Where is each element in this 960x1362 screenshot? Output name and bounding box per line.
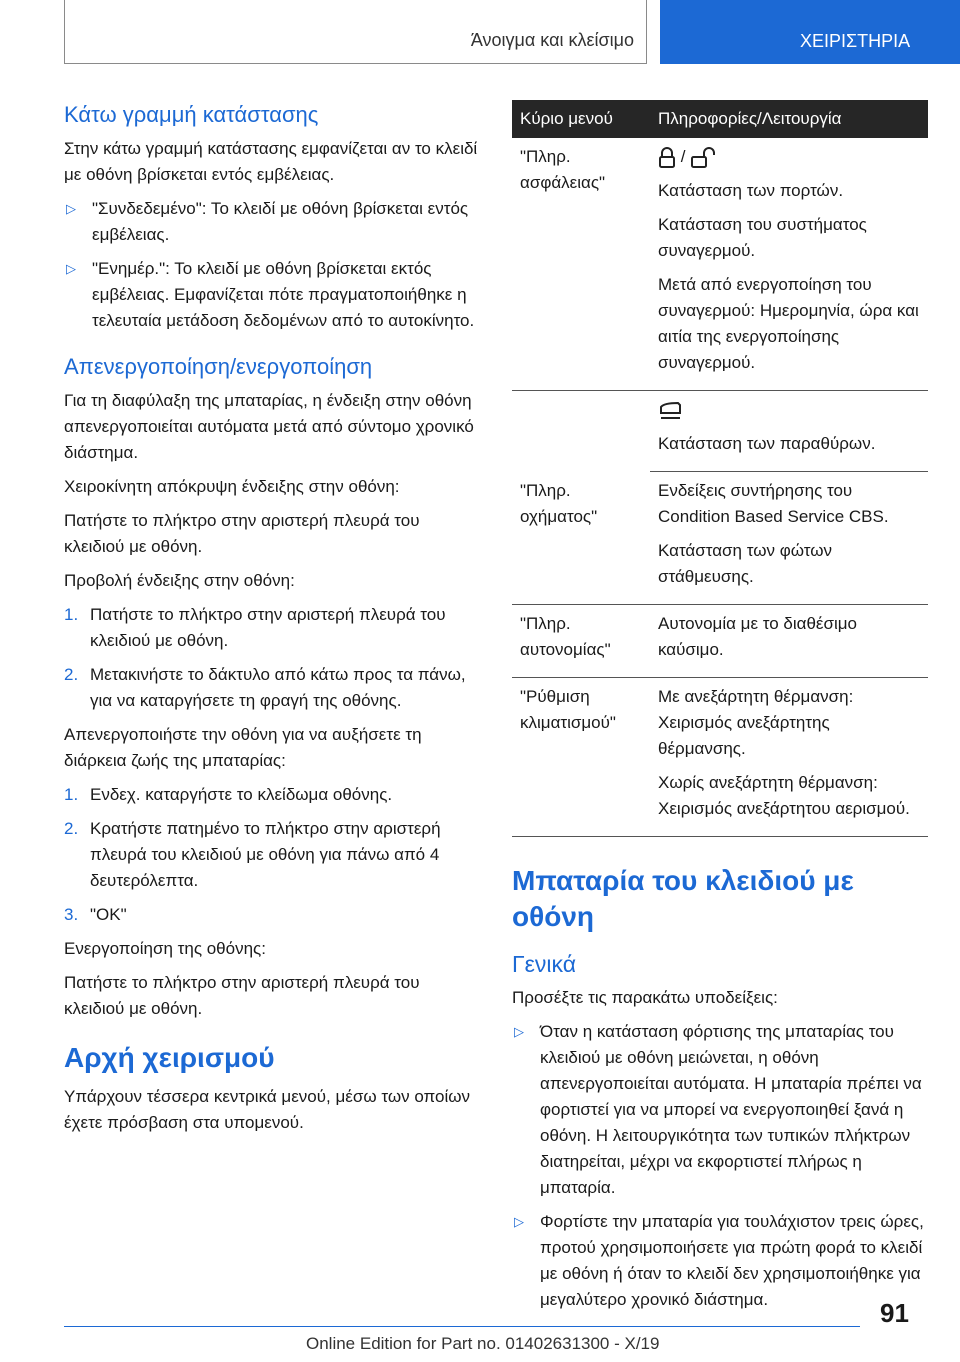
footer-divider	[64, 1326, 860, 1327]
triangle-bullet-icon: ▷	[514, 1024, 524, 1039]
operation-heading: Αρχή χειρισμού	[64, 1042, 275, 1073]
paragraph: Ενεργοποίηση της οθόνης:	[64, 939, 266, 958]
info-line: Αυτονομία με το διαθέσιμο καύσιμο.	[658, 614, 858, 659]
lock-icon	[658, 147, 676, 169]
paragraph: Πατήστε το πλήκτρο στην αριστερή πλευρά του κλειδιού με οθόνη.	[64, 973, 420, 1018]
table-cell-menu: "Ρύθμιση κλιματισμού"	[512, 678, 650, 837]
list-item-text: "Συνδεδεμένο": Το κλειδί με οθόνη βρίσκεται εντός εμβέλειας.	[92, 199, 469, 244]
step	[64, 782, 484, 808]
table-cell-info	[650, 605, 928, 678]
step-number: 2.	[64, 819, 79, 838]
info-line: Μετά από ενεργοποίηση του συναγερμού: Ημερομηνία, ώρα και αιτία της ενεργοποίησης συναγερμού.	[658, 275, 919, 372]
table-cell-menu	[512, 391, 650, 472]
section-title: Άνοιγμα και κλείσιμο	[470, 30, 634, 50]
table-cell-menu: "Πληρ. ασφάλειας"	[512, 138, 650, 391]
battery-heading: Μπαταρία του κλειδιού με οθόνη	[512, 865, 854, 932]
step-number: 1.	[64, 605, 79, 624]
menu-table	[512, 100, 928, 837]
left-column	[64, 100, 484, 1144]
step-number: 3.	[64, 905, 79, 924]
step	[64, 602, 484, 654]
list-item	[64, 256, 484, 334]
step	[64, 902, 484, 928]
table-cell-info	[650, 391, 928, 472]
chapter-title: ΧΕΙΡΙΣΤΗΡΙΑ	[800, 31, 911, 51]
table-row	[512, 472, 928, 605]
step-text: Κρατήστε πατημένο το πλήκτρο στην αριστερή πλευρά του κλειδιού με οθόνη για πάνω από 4 δευτερόλεπτα.	[90, 819, 441, 890]
list-item	[512, 1209, 928, 1313]
step	[64, 662, 484, 714]
paragraph: Χειροκίνητη απόκρυψη ένδειξης στην οθόνη:	[64, 477, 400, 496]
table-row	[512, 138, 928, 391]
battery-subheading: Γενικά	[512, 951, 577, 977]
paragraph: Για τη διαφύλαξη της μπαταρίας, η ένδειξη στην οθόνη απενεργοποιείται αυτόματα μετά από σύντομο χρονικό διάστημα.	[64, 391, 474, 462]
step-number: 1.	[64, 785, 79, 804]
info-line: Κατάσταση των παραθύρων.	[658, 434, 876, 453]
footer-edition: Online Edition for Part no. 01402631300 - X/19	[306, 1334, 660, 1353]
table-cell-menu: "Πληρ. αυτονομίας"	[512, 605, 650, 678]
list-item-text: Όταν η κατάσταση φόρτισης της μπαταρίας του κλειδιού με οθόνη μειώνεται, η οθόνη απενεργοποιείται αυτόματα. Η μπαταρία πρέπει να φορτιστεί για να μπορεί να ενεργοποιηθεί ξανά η οθόνη. Η λειτουργικότητα των τυπικών πλήκτρων διατηρείται, μέχρι να εκφορτιστεί πλήρως η μπαταρία.	[540, 1022, 922, 1197]
icon-line	[658, 144, 920, 170]
step-number: 2.	[64, 665, 79, 684]
window-icon	[658, 401, 682, 421]
paragraph: Απενεργοποιήστε την οθόνη για να αυξήσετε τη διάρκεια ζωής της μπαταρίας:	[64, 725, 422, 770]
list-item	[512, 1019, 928, 1201]
status-bar-heading: Κάτω γραμμή κατάστασης	[64, 102, 319, 127]
step	[64, 816, 484, 894]
paragraph: Προσέξτε τις παρακάτω υποδείξεις:	[512, 988, 778, 1007]
table-header-menu: Κύριο μενού	[512, 100, 650, 138]
table-cell-info	[650, 472, 928, 605]
triangle-bullet-icon: ▷	[514, 1214, 524, 1229]
info-line: Κατάσταση του συστήματος συναγερμού.	[658, 215, 867, 260]
page-number: 91	[880, 1298, 909, 1328]
step-text: "OK"	[90, 905, 127, 924]
table-header-info: Πληροφορίες/Λειτουργία	[650, 100, 928, 138]
icon-line	[658, 397, 920, 423]
table-cell-info	[650, 678, 928, 837]
list-item	[64, 196, 484, 248]
table-row	[512, 605, 928, 678]
step-text: Ενδεχ. καταργήστε το κλείδωμα οθόνης.	[90, 785, 393, 804]
triangle-bullet-icon: ▷	[66, 201, 76, 216]
info-line: Χωρίς ανεξάρτητη θέρμανση: Χειρισμός ανεξάρτητου αερισμού.	[658, 773, 910, 818]
triangle-bullet-icon: ▷	[66, 261, 76, 276]
deactivation-heading: Απενεργοποίηση/ενεργοποίηση	[64, 354, 373, 379]
right-column	[512, 100, 928, 1321]
unlock-icon	[690, 147, 716, 169]
paragraph: Υπάρχουν τέσσερα κεντρικά μενού, μέσω των οποίων έχετε πρόσβαση στα υπομενού.	[64, 1087, 471, 1132]
icon-separator: /	[680, 147, 686, 166]
table-cell-info	[650, 138, 928, 391]
paragraph: Προβολή ένδειξης στην οθόνη:	[64, 571, 295, 590]
table-row	[512, 678, 928, 837]
info-line: Κατάσταση των φώτων στάθμευσης.	[658, 541, 833, 586]
info-line: Κατάσταση των πορτών.	[658, 181, 844, 200]
table-row	[512, 391, 928, 472]
paragraph: Πατήστε το πλήκτρο στην αριστερή πλευρά του κλειδιού με οθόνη.	[64, 511, 420, 556]
step-text: Πατήστε το πλήκτρο στην αριστερή πλευρά του κλειδιού με οθόνη.	[90, 605, 446, 650]
info-line: Ενδείξεις συντήρησης του Condition Based Service CBS.	[658, 481, 889, 526]
table-cell-menu: "Πληρ. οχήματος"	[512, 472, 650, 605]
running-header	[64, 0, 647, 64]
list-item-text: Φορτίστε την μπαταρία για τουλάχιστον τρεις ώρες, προτού χρησιμοποιήσετε για πρώτη φορά το κλειδί με οθόνη ή όταν το κλειδί δεν χρησιμοποιήθηκε για μεγαλύτερο χρονικό διάστημα.	[540, 1212, 924, 1309]
list-item-text: "Ενημέρ.": Το κλειδί με οθόνη βρίσκεται εκτός εμβέλειας. Εμφανίζεται πότε πραγματοποιήθηκε η τελευταία μετάδοση δεδομένων από το αυτοκίνητο.	[92, 259, 475, 330]
chapter-tab	[660, 0, 960, 64]
step-text: Μετακινήστε το δάκτυλο από κάτω προς τα πάνω, για να καταργήσετε τη φραγή της οθόνης.	[90, 665, 466, 710]
status-bar-intro: Στην κάτω γραμμή κατάστασης εμφανίζεται αν το κλειδί με οθόνη βρίσκεται εντός εμβέλειας.	[64, 139, 478, 184]
info-line: Με ανεξάρτητη θέρμανση: Χειρισμός ανεξάρτητης θέρμανσης.	[658, 687, 854, 758]
